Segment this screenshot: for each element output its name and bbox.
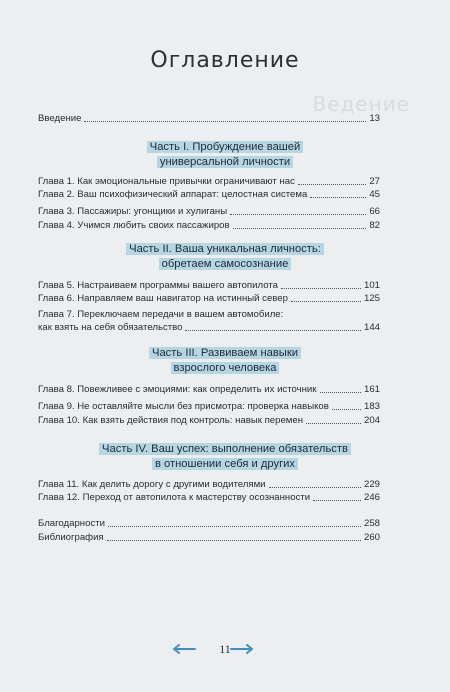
toc-entry-chapter-8	[38, 384, 380, 396]
toc-entry-chapter-6	[38, 293, 380, 305]
leader-dots	[310, 196, 366, 198]
toc-entry-chapter-2	[38, 189, 380, 201]
toc-entry-page: 183	[363, 401, 380, 412]
toc-entry-label: Глава 1. Как эмоциональные привычки ограничивают нас	[38, 176, 295, 187]
leader-dots	[313, 499, 361, 501]
toc-entry-label: как взять на себя обязательство	[38, 322, 183, 333]
toc-entry-intro	[38, 113, 380, 125]
part-heading-2	[0, 242, 450, 272]
page-title: Оглавление	[150, 48, 300, 73]
bleed-through-text: Ведение	[312, 92, 410, 116]
toc-entry-chapter-7-line1: Глава 7. Переключаем передачи в вашем автомобиле:	[38, 309, 284, 320]
toc-entry-chapter-4	[38, 220, 380, 232]
toc-entry-bibliography	[38, 532, 380, 544]
toc-entry-page: 260	[363, 532, 380, 543]
toc-entry-chapter-12	[38, 492, 380, 504]
part-heading-line: Часть III. Развиваем навыки	[149, 347, 301, 359]
toc-entry-label: Глава 5. Настраиваем программы вашего автопилота	[38, 280, 278, 291]
toc-entry-page: 27	[369, 176, 380, 187]
part-heading-3	[0, 346, 450, 376]
toc-entry-chapter-10	[38, 415, 380, 427]
leader-dots	[281, 287, 361, 289]
part-heading-line: обретаем самосознание	[159, 258, 292, 270]
toc-entry-label: Глава 10. Как взять действия под контроль: навык перемен	[38, 415, 304, 426]
part-heading-line: в отношении себя и других	[152, 458, 298, 470]
toc-entry-page: 258	[363, 518, 380, 529]
leader-dots	[107, 539, 361, 541]
toc-entry-label: Глава 9. Не оставляйте мысли без присмотра: проверка навыков	[38, 401, 329, 412]
toc-entry-chapter-11	[38, 479, 380, 491]
toc-entry-page: 13	[369, 113, 380, 124]
toc-entry-chapter-9	[38, 401, 380, 413]
toc-entry-label: Глава 2. Ваш психофизический аппарат: целостная система	[38, 189, 308, 200]
leader-dots	[269, 486, 361, 488]
toc-entry-acknowledgements	[38, 518, 380, 530]
toc-entry-label: Глава 11. Как делить дорогу с другими водителями	[38, 479, 266, 490]
toc-entry-label: Глава 4. Учимся любить своих пассажиров	[38, 220, 230, 231]
leader-dots	[306, 422, 361, 424]
page-number: 11	[219, 642, 231, 656]
toc-entry-page: 45	[369, 189, 380, 200]
leader-dots	[298, 183, 366, 185]
leader-dots	[291, 300, 361, 302]
part-heading-1	[0, 140, 450, 170]
part-heading-4	[0, 442, 450, 472]
part-heading-line: взрослого человека	[171, 362, 280, 374]
toc-entry-label: Благодарности	[38, 518, 105, 529]
leader-dots	[332, 408, 361, 410]
toc-entry-chapter-1	[38, 176, 380, 188]
part-heading-line: Часть II. Ваша уникальная личность:	[126, 243, 324, 255]
arrow-right-icon	[230, 644, 254, 654]
leader-dots	[230, 213, 366, 215]
part-heading-line: универсальной личности	[157, 156, 293, 168]
leader-dots	[185, 329, 361, 331]
toc-entry-label: Введение	[38, 113, 82, 124]
toc-entry-label: Библиография	[38, 532, 104, 543]
toc-entry-page: 125	[363, 293, 380, 304]
toc-entry-chapter-3	[38, 206, 380, 218]
page-footer	[0, 640, 450, 660]
toc-entry-chapter-5	[38, 280, 380, 292]
toc-entry-page: 229	[363, 479, 380, 490]
toc-entry-page: 82	[369, 220, 380, 231]
toc-entry-label: Глава 6. Направляем ваш навигатор на истинный север	[38, 293, 288, 304]
toc-entry-label: Глава 3. Пассажиры: угонщики и хулиганы	[38, 206, 228, 217]
toc-entry-page: 144	[363, 322, 380, 333]
leader-dots	[108, 525, 361, 527]
toc-entry-page: 204	[363, 415, 380, 426]
leader-dots	[84, 120, 366, 122]
toc-entry-page: 246	[363, 492, 380, 503]
toc-entry-label: Глава 12. Переход от автопилота к мастерству осознанности	[38, 492, 311, 503]
leader-dots	[320, 391, 361, 393]
leader-dots	[233, 227, 367, 229]
toc-entry-page: 66	[369, 206, 380, 217]
toc-entry-page: 101	[363, 280, 380, 291]
part-heading-line: Часть I. Пробуждение вашей	[147, 141, 304, 153]
toc-entry-label: Глава 8. Повежливее с эмоциями: как определить их источник	[38, 384, 317, 395]
toc-entry-chapter-7	[38, 322, 380, 334]
part-heading-line: Часть IV. Ваш успех: выполнение обязательств	[99, 443, 351, 455]
toc-entry-page: 161	[363, 384, 380, 395]
